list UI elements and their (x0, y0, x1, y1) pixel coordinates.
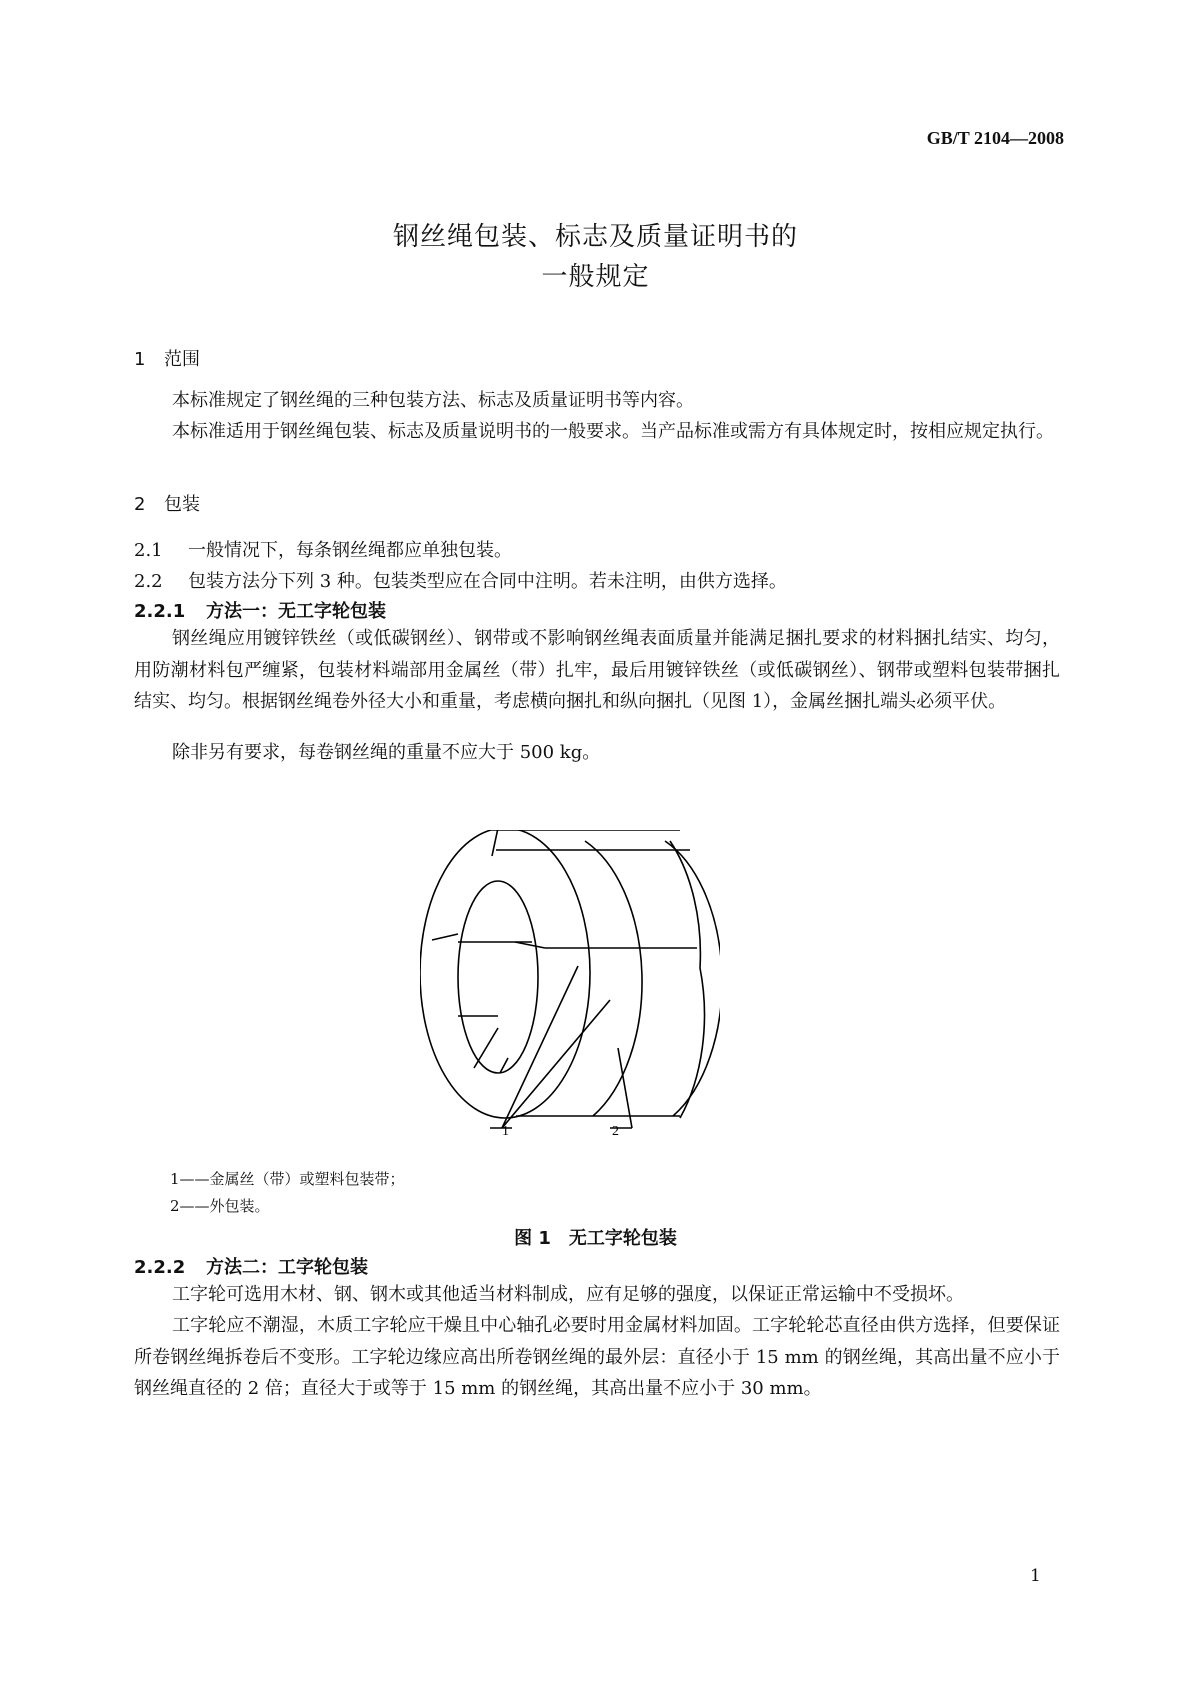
section-1-heading (134, 345, 200, 371)
clause-title: 方法二：工字轮包装 (206, 1257, 368, 1278)
page-title-line2: 一般规定 (541, 262, 650, 292)
callout-label-1: 1 (502, 1124, 509, 1139)
clause-title: 方法一：无工字轮包装 (206, 601, 386, 622)
section-title: 包装 (164, 494, 200, 515)
callout-line-1b (502, 1000, 610, 1128)
clause-2-2-2-heading (134, 1253, 368, 1279)
clause-text: 一般情况下，每条钢丝绳都应单独包装。 (188, 540, 512, 561)
section-1-paragraph-1: 本标准规定了钢丝绳的三种包装方法、标志及质量证明书等内容。 (172, 390, 694, 411)
callout-line-1a (502, 966, 578, 1128)
strap-line-top (492, 830, 498, 856)
figure-caption: 图 1 无工字轮包装 (514, 1228, 677, 1249)
coil-inner-hole (458, 881, 538, 1073)
strap-line-left (432, 934, 458, 940)
strap-line-inner (515, 942, 545, 948)
standard-number: GB/T 2104—2008 (926, 128, 1064, 148)
page-title-line1: 钢丝绳包装、标志及质量证明书的 (392, 222, 798, 252)
clause-text: 包装方法分下列 3 种。包装类型应在合同中注明。若未注明，由供方选择。 (188, 571, 787, 592)
section-title: 范围 (164, 349, 200, 370)
coil-front-face (420, 830, 590, 1118)
clause-2-1 (134, 536, 512, 562)
clause-2-2-1-paragraph-1: 钢丝绳应用镀锌铁丝（或低碳钢丝）、钢带或不影响钢丝绳表面质量并能满足捆扎要求的材料捆扎结实、均匀，用防潮材料包严缠紧，包装材料端部用金属丝（带）扎牢，最后用镀锌铁丝（或低碳钢丝）、钢带或塑料包装带捆扎结实、均匀。根据钢丝绳卷外径大小和重量，考虑横向捆扎和纵向捆扎（见图 1），金属丝捆扎端头必须平伏。 (134, 628, 1060, 712)
figure-legend-1: 1——金属丝（带）或塑料包装带； (170, 1170, 405, 1188)
clause-number: 2.1 (134, 540, 163, 561)
page-number: 1 (1030, 1566, 1041, 1586)
clause-2-2-1-heading (134, 597, 386, 623)
coil-band-edge-2 (665, 841, 720, 1116)
coil-packaging-figure (420, 830, 720, 1140)
section-number: 2 (134, 494, 146, 515)
clause-2-2-2-paragraph-2: 工字轮应不潮湿，木质工字轮应干燥且中心轴孔必要时用金属材料加固。工字轮轮芯直径由供方选择，但要保证所卷钢丝绳拆卷后不变形。工字轮边缘应高出所卷钢丝绳的最外层：直径小于 15 mm 的钢丝绳，其高出量不应小于钢丝绳直径的 2 倍；直径大于或等于 15 mm 的钢丝绳，其高出量不应小于 30 mm。 (134, 1315, 1060, 1399)
clause-number: 2.2 (134, 571, 163, 592)
section-number: 1 (134, 349, 146, 370)
callout-label-2: 2 (612, 1124, 619, 1139)
clause-number: 2.2.1 (134, 601, 186, 622)
section-1-paragraph-2: 本标准适用于钢丝绳包装、标志及质量说明书的一般要求。当产品标准或需方有具体规定时，按相应规定执行。 (172, 421, 1054, 442)
top-edge-lines (492, 830, 690, 850)
section-2-heading (134, 490, 200, 516)
clause-2-2-1-paragraph-2: 除非另有要求，每卷钢丝绳的重量不应大于 500 kg。 (172, 742, 601, 763)
clause-2-2-2-paragraph-1: 工字轮可选用木材、钢、钢木或其他适当材料制成，应有足够的强度，以保证正常运输中不受损坏。 (172, 1284, 964, 1305)
clause-number: 2.2.2 (134, 1257, 186, 1278)
figure-legend-2: 2——外包装。 (170, 1197, 270, 1215)
coil-band-edge-1 (585, 841, 642, 1116)
strap-line-lower (474, 1028, 498, 1068)
clause-2-2 (134, 567, 787, 593)
